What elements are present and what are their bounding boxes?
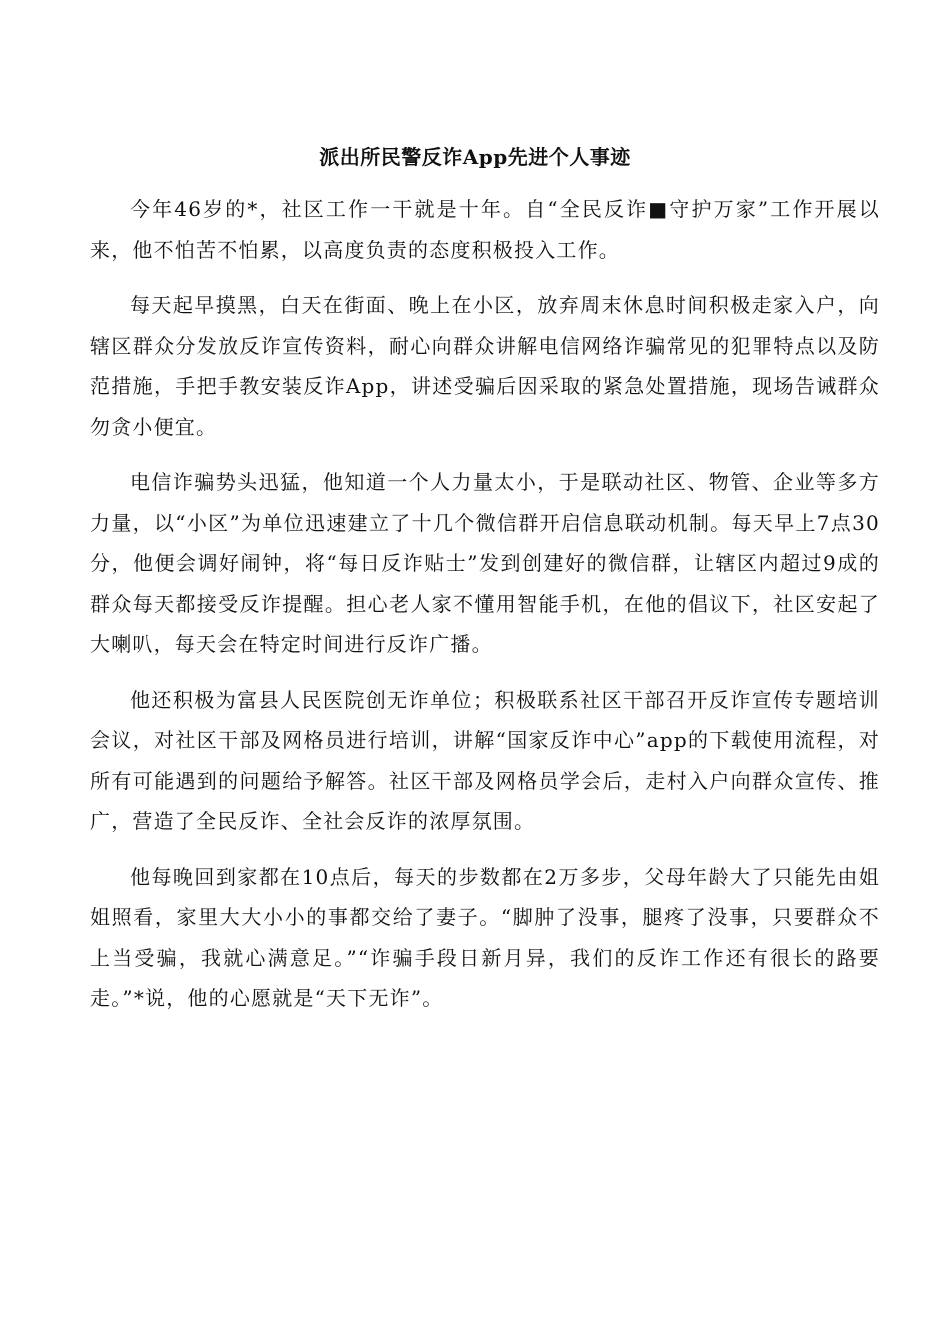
document-body — [90, 189, 880, 1034]
document-title: 派出所民警反诈App先进个人事迹 — [319, 145, 631, 169]
paragraph: 他还积极为富县人民医院创无诈单位；积极联系社区干部召开反诈宣传专题培训会议，对社区干部及网格员进行培训，讲解“国家反诈中心”app的下载使用流程，对所有可能遇到的问题给予解答。社区干部及网格员学会后，走村入户向群众宣传、推广，营造了全民反诈、全社会反诈的浓厚氛围。 — [90, 687, 880, 833]
paragraph: 每天起早摸黑，白天在街面、晚上在小区，放弃周末休息时间积极走家入户，向辖区群众分发放反诈宣传资料，耐心向群众讲解电信网络诈骗常见的犯罪特点以及防范措施，手把手教安装反诈App，讲述受骗后因采取的紧急处置措施，现场告诫群众勿贪小便宜。 — [90, 293, 880, 439]
paragraph: 电信诈骗势头迅猛，他知道一个人力量太小，于是联动社区、物管、企业等多方力量，以“小区”为单位迅速建立了十几个微信群开启信息联动机制。每天早上7点30分，他便会调好闹钟，将“每日反诈贴士”发到创建好的微信群，让辖区内超过9成的群众每天都接受反诈提醒。担心老人家不懂用智能手机，在他的倡议下，社区安起了大喇叭，每天会在特定时间进行反诈广播。 — [90, 470, 880, 656]
paragraph: 他每晚回到家都在10点后，每天的步数都在2万多步，父母年龄大了只能先由姐姐照看，家里大大小小的事都交给了妻子。“脚肿了没事，腿疼了没事，只要群众不上当受骗，我就心满意足。”“诈骗手段日新月异，我们的反诈工作还有很长的路要走。”*说，他的心愿就是“天下无诈”。 — [90, 864, 880, 1010]
paragraph: 今年46岁的*，社区工作一干就是十年。自“全民反诈■守护万家”工作开展以来，他不怕苦不怕累，以高度负责的态度积极投入工作。 — [90, 197, 880, 262]
